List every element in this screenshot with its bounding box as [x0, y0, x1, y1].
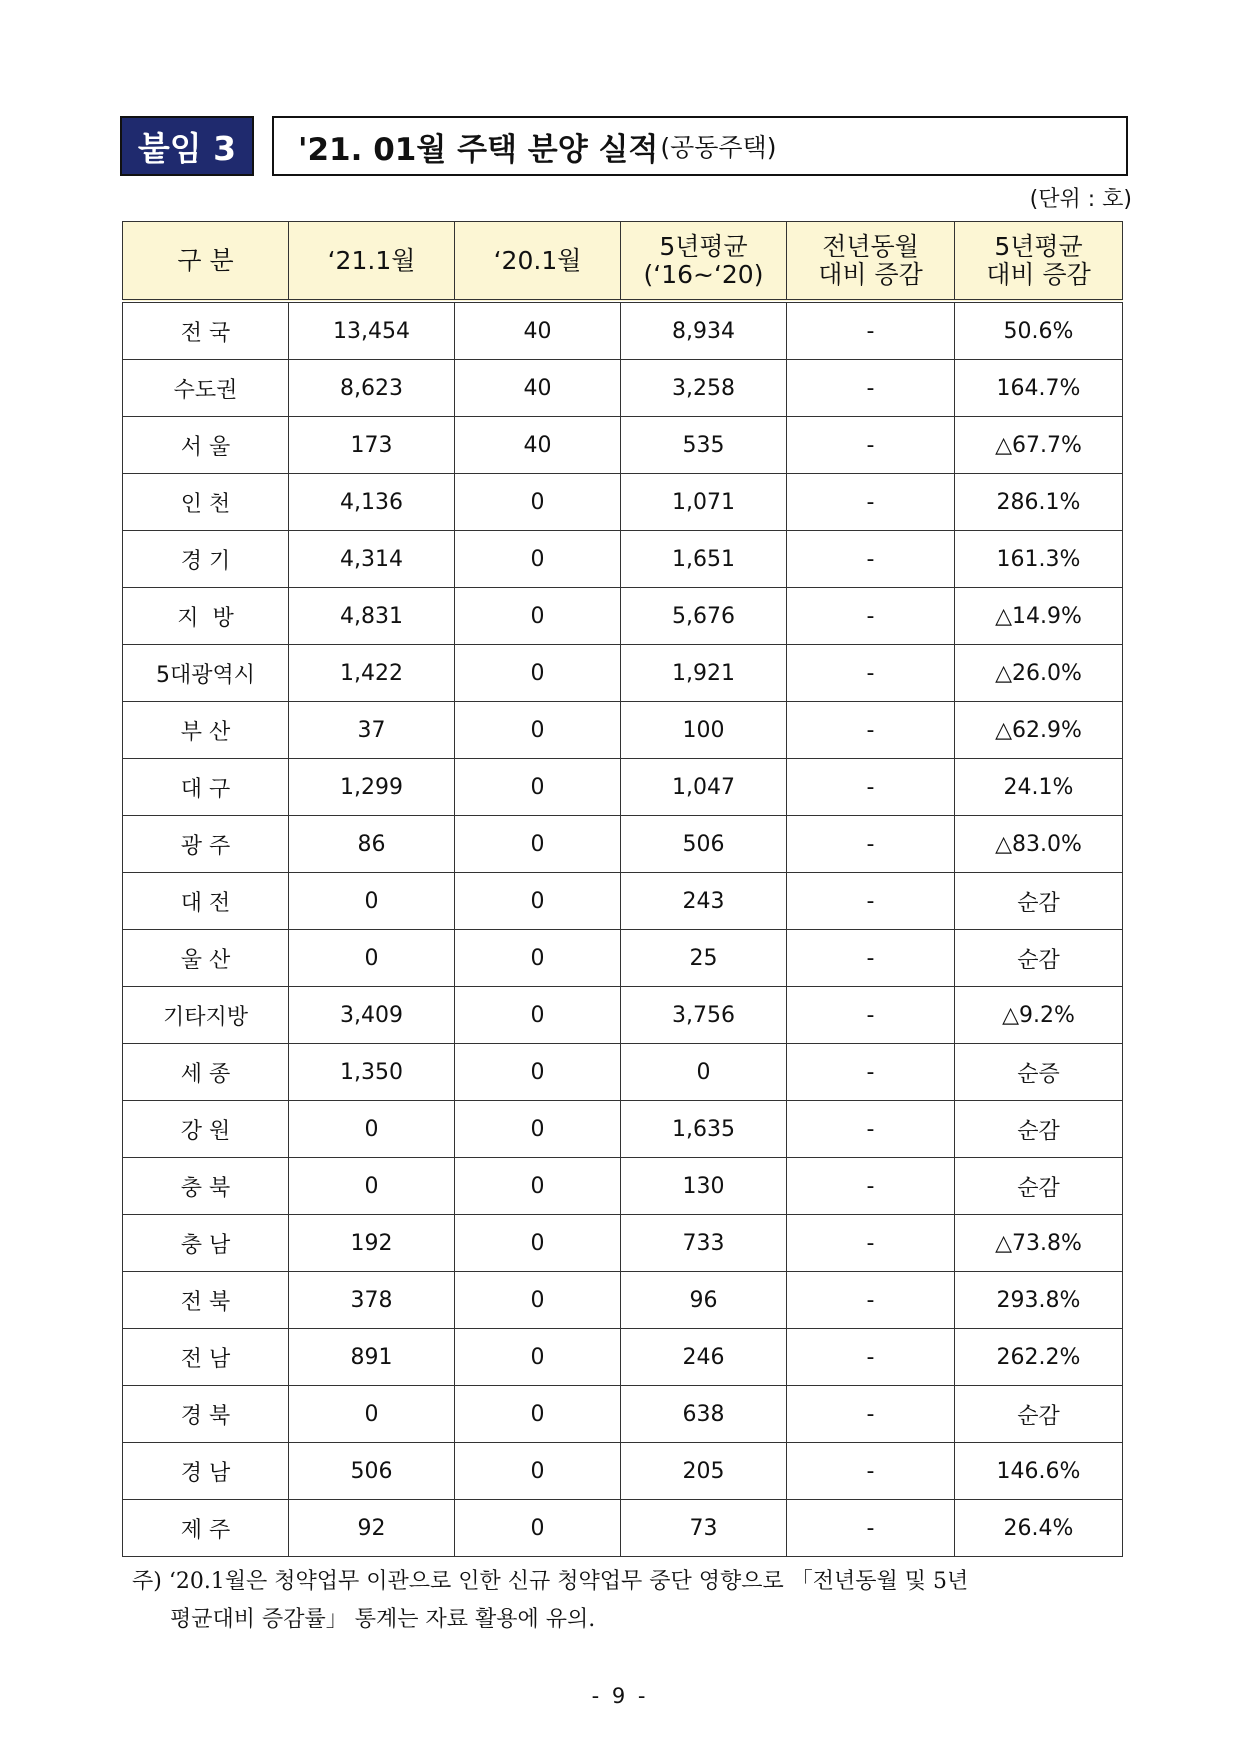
footnote-line-2: 평균대비 증감률」 통계는 자료 활용에 유의. [170, 1607, 596, 1632]
region-label: 경 기 [123, 531, 289, 588]
region-label: 기타지방 [123, 987, 289, 1044]
table-cell: 0 [455, 1443, 621, 1500]
table-cell: 순감 [955, 1158, 1123, 1215]
table-cell: 13,454 [289, 301, 455, 360]
table-cell: 5,676 [621, 588, 787, 645]
table-cell: - [787, 1044, 955, 1101]
table-cell: 0 [455, 474, 621, 531]
table-cell: 0 [455, 1044, 621, 1101]
table-row [123, 759, 1123, 816]
table-cell: 293.8% [955, 1272, 1123, 1329]
table-cell: 0 [455, 1101, 621, 1158]
region-label: 5대광역시 [123, 645, 289, 702]
table-row [123, 360, 1123, 417]
table-row [123, 531, 1123, 588]
table-cell: 378 [289, 1272, 455, 1329]
table-cell: 0 [455, 1272, 621, 1329]
region-label: 대 구 [123, 759, 289, 816]
region-label: 전 북 [123, 1272, 289, 1329]
table-row [123, 474, 1123, 531]
table-cell: 0 [289, 930, 455, 987]
table-cell: 164.7% [955, 360, 1123, 417]
table-cell: - [787, 987, 955, 1044]
table-cell: 891 [289, 1329, 455, 1386]
table-header-row [123, 222, 1123, 302]
table-cell: 0 [455, 1500, 621, 1557]
table-row [123, 1272, 1123, 1329]
footnote [132, 1563, 1092, 1639]
region-label: 인 천 [123, 474, 289, 531]
table-cell: △73.8% [955, 1215, 1123, 1272]
table-cell: 37 [289, 702, 455, 759]
table-row [123, 1101, 1123, 1158]
table-cell: 0 [455, 987, 621, 1044]
table-cell: △67.7% [955, 417, 1123, 474]
table-cell: 순감 [955, 873, 1123, 930]
footnote-line-1: 주) ‘20.1월은 청약업무 이관으로 인한 신규 청약업무 중단 영향으로 「전년동월 및 5년 [132, 1569, 969, 1594]
table-cell: - [787, 360, 955, 417]
table-cell: 286.1% [955, 474, 1123, 531]
table-cell: - [787, 301, 955, 360]
page-number: - 9 - [591, 1684, 649, 1708]
table-cell: 40 [455, 417, 621, 474]
table-cell: - [787, 645, 955, 702]
table-cell: 순증 [955, 1044, 1123, 1101]
region-label: 제 주 [123, 1500, 289, 1557]
table-cell: △83.0% [955, 816, 1123, 873]
table-cell: 173 [289, 417, 455, 474]
region-label: 전 남 [123, 1329, 289, 1386]
table-cell: - [787, 417, 955, 474]
table-cell: 순감 [955, 1101, 1123, 1158]
table-cell: 243 [621, 873, 787, 930]
table-row [123, 1158, 1123, 1215]
table-cell: - [787, 588, 955, 645]
table-cell: 0 [455, 1158, 621, 1215]
table-cell: 1,047 [621, 759, 787, 816]
region-label: 서 울 [123, 417, 289, 474]
table-cell: - [787, 816, 955, 873]
table-row [123, 588, 1123, 645]
table-cell: 0 [289, 1101, 455, 1158]
table-cell: - [787, 1101, 955, 1158]
column-header: ‘20.1월 [455, 222, 621, 302]
table-cell: 638 [621, 1386, 787, 1443]
column-header: 구 분 [123, 222, 289, 302]
table-cell: 8,934 [621, 301, 787, 360]
region-label: 충 남 [123, 1215, 289, 1272]
table-cell: 4,314 [289, 531, 455, 588]
region-label: 세 종 [123, 1044, 289, 1101]
page-subtitle: (공동주택) [660, 133, 777, 162]
housing-supply-table [122, 221, 1123, 1557]
table-cell: 8,623 [289, 360, 455, 417]
table-cell: 0 [455, 816, 621, 873]
table-cell: 40 [455, 360, 621, 417]
region-label: 울 산 [123, 930, 289, 987]
table-cell: 246 [621, 1329, 787, 1386]
table-cell: 0 [455, 930, 621, 987]
table-cell: 25 [621, 930, 787, 987]
table-cell: 0 [455, 1215, 621, 1272]
table-body [123, 301, 1123, 1557]
table-cell: 535 [621, 417, 787, 474]
table-cell: 146.6% [955, 1443, 1123, 1500]
table-cell: 4,831 [289, 588, 455, 645]
table-cell: - [787, 759, 955, 816]
table-cell: - [787, 1158, 955, 1215]
table-cell: 1,071 [621, 474, 787, 531]
table-row [123, 873, 1123, 930]
table-cell: △62.9% [955, 702, 1123, 759]
table-cell: 40 [455, 301, 621, 360]
title-box [272, 116, 1128, 176]
table-cell: 0 [289, 1158, 455, 1215]
table-cell: 3,409 [289, 987, 455, 1044]
table-row [123, 1329, 1123, 1386]
region-label: 대 전 [123, 873, 289, 930]
region-label: 경 남 [123, 1443, 289, 1500]
table-cell: 0 [455, 873, 621, 930]
page-title: '21. 01월 주택 분양 실적 [298, 131, 659, 168]
region-label: 광 주 [123, 816, 289, 873]
table-row [123, 417, 1123, 474]
column-header: 5년평균 대비 증감 [955, 222, 1123, 302]
table-cell: 262.2% [955, 1329, 1123, 1386]
table-cell: - [787, 873, 955, 930]
column-header: 5년평균 (‘16~‘20) [621, 222, 787, 302]
table-cell: - [787, 1272, 955, 1329]
table-cell: 0 [455, 759, 621, 816]
attachment-badge: 붙임 3 [120, 116, 254, 176]
table-cell: 1,299 [289, 759, 455, 816]
table-cell: 205 [621, 1443, 787, 1500]
table-cell: 4,136 [289, 474, 455, 531]
table-cell: 0 [289, 873, 455, 930]
table-cell: 1,651 [621, 531, 787, 588]
table-cell: - [787, 1500, 955, 1557]
table-cell: 733 [621, 1215, 787, 1272]
table-row [123, 702, 1123, 759]
table-cell: 0 [455, 588, 621, 645]
table-cell: 3,258 [621, 360, 787, 417]
table-cell: 130 [621, 1158, 787, 1215]
table-cell: 순감 [955, 1386, 1123, 1443]
table-cell: - [787, 531, 955, 588]
region-label: 부 산 [123, 702, 289, 759]
table-cell: 0 [455, 531, 621, 588]
table-cell: - [787, 1329, 955, 1386]
table-cell: - [787, 1215, 955, 1272]
table-cell: 92 [289, 1500, 455, 1557]
table-cell: 0 [289, 1386, 455, 1443]
table-cell: △26.0% [955, 645, 1123, 702]
region-label: 충 북 [123, 1158, 289, 1215]
table-cell: 192 [289, 1215, 455, 1272]
table-row [123, 930, 1123, 987]
table-cell: 24.1% [955, 759, 1123, 816]
table-cell: 506 [289, 1443, 455, 1500]
table-cell: 26.4% [955, 1500, 1123, 1557]
table-cell: 100 [621, 702, 787, 759]
table-cell: 0 [455, 645, 621, 702]
table-cell: △14.9% [955, 588, 1123, 645]
table-row [123, 1443, 1123, 1500]
table-row [123, 1044, 1123, 1101]
region-label: 경 북 [123, 1386, 289, 1443]
table-cell: 161.3% [955, 531, 1123, 588]
table-row [123, 987, 1123, 1044]
table-row [123, 301, 1123, 360]
column-header: ‘21.1월 [289, 222, 455, 302]
table-cell: 86 [289, 816, 455, 873]
table-cell: 1,350 [289, 1044, 455, 1101]
table-cell: 1,422 [289, 645, 455, 702]
table-cell: 1,921 [621, 645, 787, 702]
table-cell: 0 [455, 702, 621, 759]
region-label: 지 방 [123, 588, 289, 645]
table-cell: - [787, 1386, 955, 1443]
table-cell: - [787, 930, 955, 987]
table-cell: 1,635 [621, 1101, 787, 1158]
region-label: 수도권 [123, 360, 289, 417]
table-cell: - [787, 474, 955, 531]
table-cell: - [787, 1443, 955, 1500]
table-cell: 73 [621, 1500, 787, 1557]
table-cell: 0 [621, 1044, 787, 1101]
table-cell: - [787, 702, 955, 759]
section-header [120, 116, 1128, 176]
table-row [123, 1500, 1123, 1557]
table-cell: 50.6% [955, 301, 1123, 360]
table-cell: 순감 [955, 930, 1123, 987]
table-cell: 506 [621, 816, 787, 873]
table-cell: 3,756 [621, 987, 787, 1044]
table-row [123, 816, 1123, 873]
table-cell: △9.2% [955, 987, 1123, 1044]
region-label: 전 국 [123, 301, 289, 360]
table-row [123, 1386, 1123, 1443]
unit-note: (단위 : 호) [1029, 187, 1132, 212]
column-header: 전년동월 대비 증감 [787, 222, 955, 302]
table-row [123, 645, 1123, 702]
region-label: 강 원 [123, 1101, 289, 1158]
table-cell: 0 [455, 1329, 621, 1386]
table-row [123, 1215, 1123, 1272]
table-cell: 0 [455, 1386, 621, 1443]
table-cell: 96 [621, 1272, 787, 1329]
